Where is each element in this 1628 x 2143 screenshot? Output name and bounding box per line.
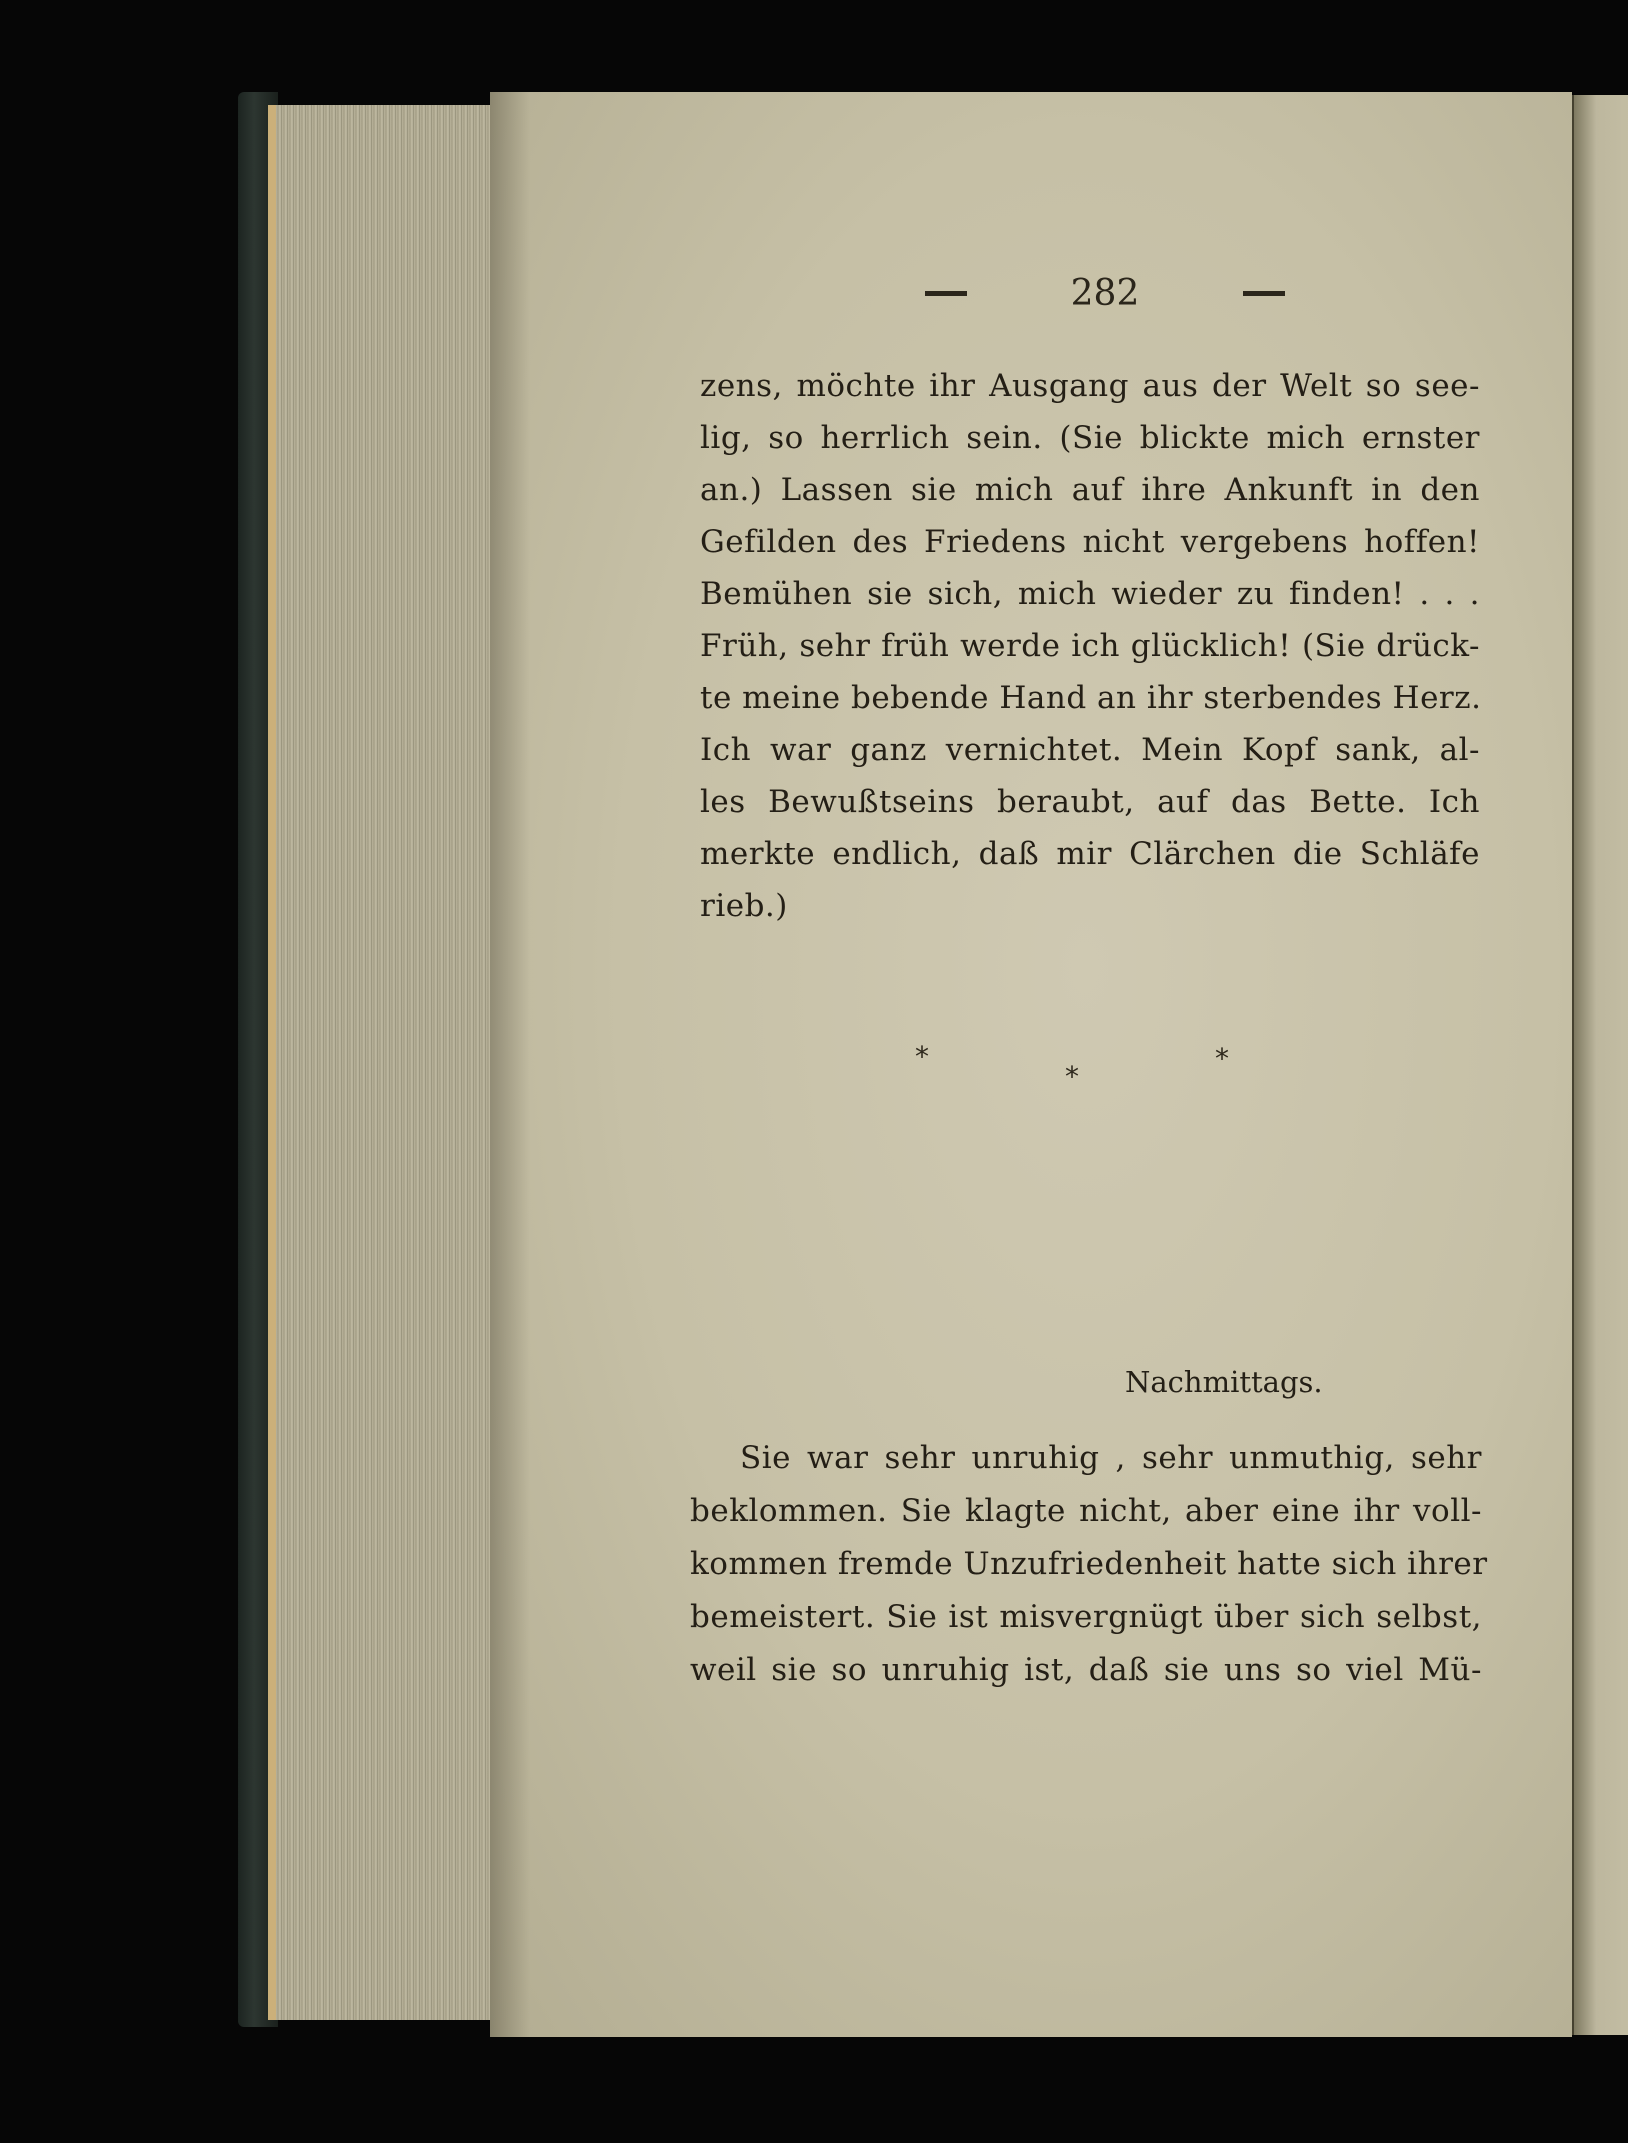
text-line: kommen fremde Unzufriedenheit hatte sich ihrer	[690, 1546, 1488, 1582]
text-line: zens, möchte ihr Ausgang aus der Welt so see-	[700, 368, 1480, 404]
paragraph-2	[690, 1432, 1488, 1697]
gutter-shadow	[490, 92, 530, 2037]
text-line: rieb.)	[700, 888, 788, 924]
asterism-star: *	[915, 1040, 929, 1073]
text-line: lig, so herrlich sein. (Sie blickte mich ernster	[700, 420, 1480, 456]
page-block-edges	[268, 105, 506, 2020]
text-line: Ich war ganz vernichtet. Mein Kopf sank, al-	[700, 732, 1480, 768]
page-header	[925, 268, 1285, 318]
page-number: 282	[1070, 272, 1140, 314]
text-line: merkte endlich, daß mir Clärchen die Schläfe	[700, 836, 1480, 872]
asterism-star: *	[1215, 1042, 1229, 1075]
text-line: an.) Lassen sie mich auf ihre Ankunft in den	[700, 472, 1480, 508]
text-line: bemeistert. Sie ist misvergnügt über sich selbst,	[690, 1599, 1482, 1635]
text-line: Sie war sehr unruhig , sehr unmuthig, sehr	[740, 1440, 1482, 1476]
header-dash-right	[1243, 291, 1285, 296]
facing-page-edge	[1572, 95, 1628, 2035]
header-dash-left	[925, 291, 967, 296]
section-separator	[915, 1040, 1245, 1100]
text-line: te meine bebende Hand an ihr sterbendes Herz.	[700, 680, 1482, 716]
text-line: Bemühen sie sich, mich wieder zu finden! . . .	[700, 576, 1480, 612]
section-heading: Nachmittags.	[1125, 1365, 1323, 1399]
paragraph-1	[700, 360, 1480, 932]
text-line: Gefilden des Friedens nicht vergebens hoffen!	[700, 524, 1480, 560]
text-line: Früh, sehr früh werde ich glücklich! (Sie drück-	[700, 628, 1480, 664]
text-line: les Bewußtseins beraubt, auf das Bette. Ich	[700, 784, 1480, 820]
asterism-star: *	[1065, 1060, 1079, 1093]
text-line: beklommen. Sie klagte nicht, aber eine ihr voll-	[690, 1493, 1482, 1529]
text-line: weil sie so unruhig ist, daß sie uns so viel Mü-	[690, 1652, 1482, 1688]
